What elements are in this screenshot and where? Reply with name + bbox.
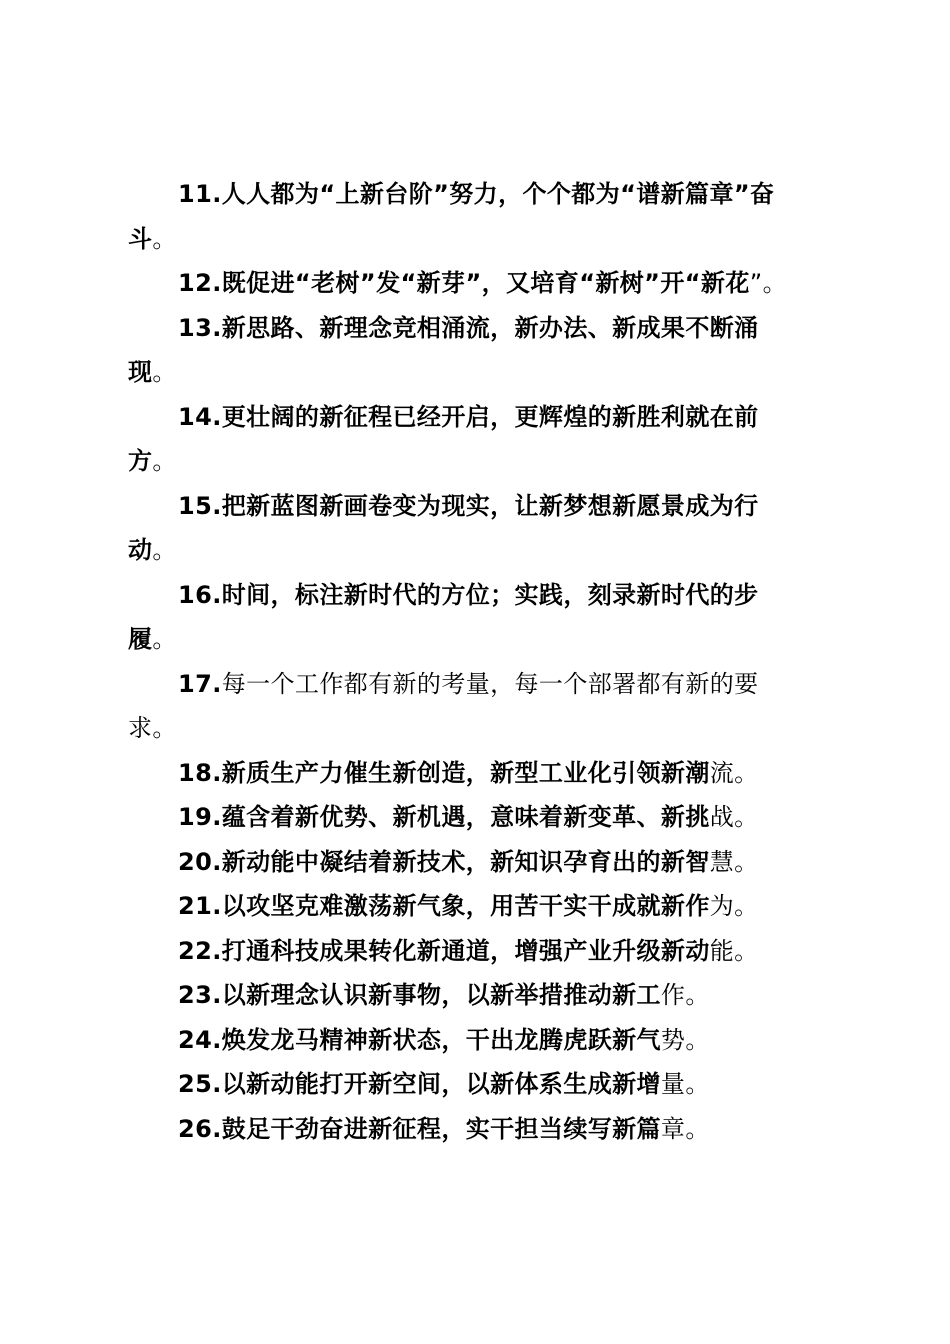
item-text-bold: 焕发龙马精神新状态，干出龙腾虎跃新气 [221, 1025, 661, 1054]
list-item-16 [128, 573, 803, 662]
item-number: 26. [178, 1114, 222, 1143]
item-text-regular: 。 [152, 625, 177, 653]
item-text-bold: 蕴含着新优势、新机遇，意味着新变革、新挑 [221, 803, 710, 831]
list-item-26 [128, 1107, 803, 1152]
list-item-23 [128, 973, 803, 1018]
item-text-bold: 以新动能打开新空间，以新体系生成新增 [221, 1070, 661, 1098]
item-number: 11. [178, 180, 222, 208]
list-item-25 [128, 1062, 803, 1107]
list-item-20 [128, 840, 803, 885]
item-text-regular: 战。 [709, 803, 759, 831]
list-item-19 [128, 795, 803, 840]
item-text-bold: 以新理念认识新事物，以新举措推动新工 [221, 981, 661, 1009]
item-text-bold: 时间，标注新时代的方位；实践，刻录新时代的步履 [128, 580, 759, 653]
item-text-bold: 以攻坚克难激荡新气象，用苦干实干成就新作 [221, 892, 710, 920]
list-item-11 [128, 172, 803, 261]
item-text-bold: 人人都为“上新台阶”努力，个个都为“谱新篇章”奋斗 [128, 180, 775, 253]
item-number: 23. [178, 981, 222, 1009]
item-number: 18. [178, 758, 222, 787]
item-number: 15. [178, 491, 222, 520]
list-item-14 [128, 395, 803, 484]
item-number: 25. [178, 1070, 222, 1098]
item-text-regular: 流。 [709, 758, 759, 787]
item-number: 24. [178, 1025, 222, 1054]
item-number: 12. [178, 269, 222, 297]
item-text-regular: 势。 [660, 1025, 710, 1054]
item-text-regular: 为。 [709, 892, 759, 920]
item-text-regular: 。 [152, 447, 177, 475]
item-number: 22. [178, 936, 222, 965]
item-number: 17. [178, 669, 222, 698]
item-text-regular: 。 [152, 536, 177, 564]
item-text-regular: 章。 [660, 1114, 710, 1143]
item-text-regular: 每一个工作都有新的考量，每一个部署都有新的要求。 [128, 669, 759, 742]
item-number: 13. [178, 313, 222, 342]
list-item-13 [128, 306, 803, 395]
item-text-regular: 能。 [709, 936, 759, 965]
item-text-regular: 。 [152, 224, 177, 253]
item-text-regular: 作。 [660, 981, 710, 1009]
item-text-bold: 鼓足干劲奋进新征程，实干担当续写新篇 [221, 1114, 661, 1143]
list-item-12 [128, 261, 803, 306]
item-text-regular: 慧。 [709, 847, 759, 876]
list-item-18 [128, 751, 803, 796]
item-text-bold: 新动能中凝结着新技术，新知识孕育出的新智 [221, 847, 710, 876]
item-text-regular: 。 [152, 358, 177, 386]
item-text-bold: 更壮阔的新征程已经开启，更辉煌的新胜利就在前方 [128, 402, 759, 475]
document-body [128, 172, 803, 1151]
item-number: 21. [178, 892, 222, 920]
item-text-regular: 量。 [660, 1070, 710, 1098]
item-text-regular: ”。 [749, 269, 787, 297]
item-text-bold: 新质生产力催生新创造，新型工业化引领新潮 [221, 758, 710, 787]
list-item-15 [128, 484, 803, 573]
item-number: 20. [178, 847, 222, 876]
list-item-24 [128, 1018, 803, 1063]
list-item-22 [128, 929, 803, 974]
item-text-bold: 把新蓝图新画卷变为现实，让新梦想新愿景成为行动 [128, 491, 759, 564]
list-item-17 [128, 662, 803, 751]
item-number: 14. [178, 402, 222, 431]
item-text-bold: 新思路、新理念竞相涌流，新办法、新成果不断涌现 [128, 313, 759, 386]
item-text-bold: 打通科技成果转化新通道，增强产业升级新动 [221, 936, 710, 965]
item-number: 16. [178, 580, 222, 609]
item-number: 19. [178, 803, 222, 831]
item-text-bold: 既促进“老树”发“新芽”，又培育“新树”开“新花 [221, 269, 750, 297]
list-item-21 [128, 884, 803, 929]
